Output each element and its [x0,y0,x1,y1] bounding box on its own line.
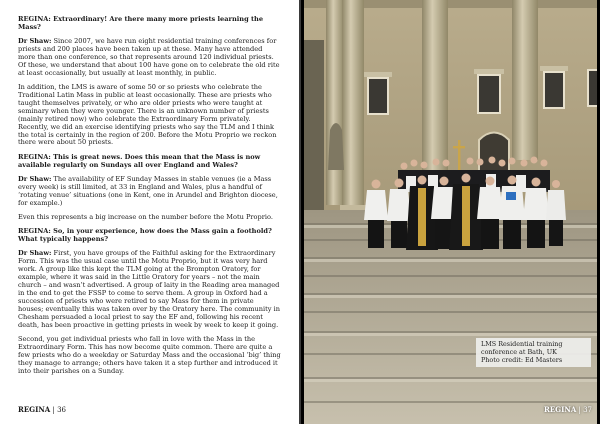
speaker-label: Dr Shaw: [18,174,52,183]
footer-page: 37 [583,406,592,414]
answer-5-text: First, you have groups of the Faithful asking for the Extraordinary Form. This was the usual case until the Motu Proprio, but it was very hard work. A group like this kept the TLM going at the Brompton Oratory, for example, where it was said in the Little Oratory for years – not the main church – and wasn’t advertised. A group of laity in the Reading area managed in the end to get the FSSP to come to serve them. A group in Oxford had a succession of priests who were retired to say Mass for them in private houses; eventually this was taken over by the Oratory here. The community in Chesham persuaded a local priest to say the EF and, following his recent death, has been proactive in getting priests in week by week to keep it going. [18,249,280,329]
right-page [301,0,600,424]
answer-1 [18,38,281,78]
question-1: REGINA: Extraordinary! Are there many more priests learning the Mass? [18,15,264,31]
speaker-label: Dr Shaw: [18,249,52,258]
answer-2: In addition, the LMS is aware of some 50 or so priests who celebrate the Traditional Latin Mass in public at least occasionally. These are priests who taught themselves privately, or who are older priests who were taught at seminary when they were younger. There is an unknown number of priests (mainly retired now) who celebrate the Extraordinary Form privately. Recently, we did an exercise identifying priests who say the TLM and I think the total is certainly in the region of 200. Before the Motu Proprio we reckon there were about 50 priests. [18,83,277,147]
page-number-right [544,405,592,414]
caption-line-2: conference at Bath, UK [481,347,557,356]
page-number-left [18,405,66,414]
footer-separator: | [576,406,584,414]
answer-4: Even this represents a big increase on the number before the Motu Proprio. [18,212,273,221]
caption-line-1: LMS Residential training [481,340,563,348]
answer-6: Second, you get individual priests who fall in love with the Mass in the Extraordinary Form. This has now become quite common. There are quite a few priests who do a weekday or Saturday Mass and the occasional ‘big’ thing they manage to arrange; others have taken it a step further and introduced it into their parishes on a Sunday. [18,334,281,375]
answer-5 [18,250,281,329]
footer-page: 36 [57,406,66,414]
question-3: REGINA: So, in your experience, how does the Mass gain a foothold? What typically happens? [18,227,272,244]
footer-separator: | [50,406,58,414]
answer-3-text: The availability of EF Sunday Masses in stable venues (ie a Mass every week) is still limited, at 33 in England and Wales, plus a handful of ‘rotating venue’ situations (one in Kent, one in Arundel and Brighton diocese, for example.) [18,174,278,207]
answer-1-text: Since 2007, we have run eight residential training conferences for priests and 200 places have been taken up at these. Many have attended more than one conference, so that represents around 120 individual priests. Of these, we understand that about 100 have gone on to celebrate the old rite at least occasionally, but usually at least monthly, in public. [18,37,280,77]
article-body [18,16,281,382]
answer-3 [18,176,281,208]
speaker-label: Dr Shaw: [18,37,52,46]
photo-caption [476,338,591,367]
footer-brand: REGINA [544,405,577,414]
question-2: REGINA: This is great news. Does this mean that the Mass is now available regularly on Sundays all over England and Wales? [18,152,261,169]
caption-credit: Photo credit: Ed Masters [481,355,563,364]
footer-brand: REGINA [18,405,51,414]
